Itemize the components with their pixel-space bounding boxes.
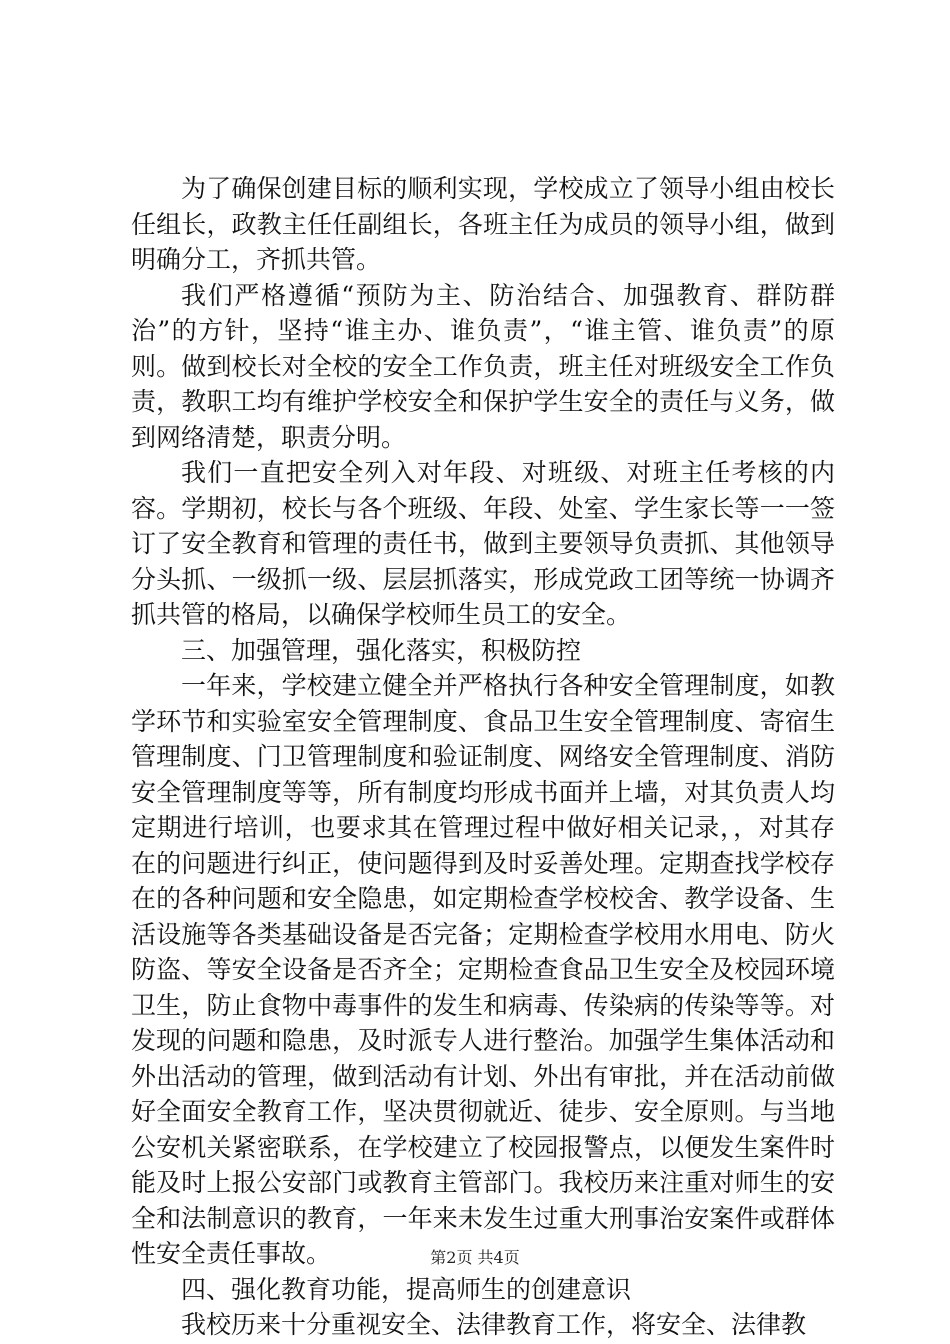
section-heading-management: 三、加强管理，强化落实，积极防控: [181, 635, 582, 665]
paragraph-management-systems: 一年来，学校建立健全并严格执行各种安全管理制度，如教学环节和实验室安全管理制度、食品卫生安全管理制度、寄宿生管理制度、门卫管理制度和验证制度、网络安全管理制度、消防安全管理制度等等，所有制度均形成书面并上墙，对其负责人均定期进行培训，也要求其在管理过程中做好相关记录，，对其存在的问题进行纠正，使问题得到及时妥善处理。定期查找学校存在的各种问题和安全隐患，如定期检查学校校舍、教学设备、生活设施等各类基础设备是否完备；定期检查学校用水用电、防火防盗、等安全设备是否齐全；定期检查食品卫生安全及校园环境卫生，防止食物中毒事件的发生和病毒、传染病的传染等等。对发现的问题和隐患，及时派专人进行整治。加强学生集体活动和外出活动的管理，做到活动有计划、外出有审批，并在活动前做好全面安全教育工作，坚决贯彻就近、徒步、安全原则。与当地公安机关紧密联系，在学校建立了校园报警点，以便发生案件时能及时上报公安部门或教育主管部门。我校历来注重对师生的安全和法制意识的教育，一年来未发生过重大刑事治安案件或群体性安全责任事故。: [131, 671, 835, 1268]
section-heading-education: 四、强化教育功能，提高师生的创建意识: [181, 1274, 632, 1304]
paragraph-leadership-group: 为了确保创建目标的顺利实现，学校成立了领导小组由校长任组长，政教主任任副组长，各班主任为成员的领导小组，做到明确分工，齐抓共管。: [131, 174, 835, 274]
document-body: [131, 171, 835, 1343]
paragraph-prevention-policy: 我们严格遵循“预防为主、防治结合、加强教育、群防群治”的方针，坚持“谁主办、谁负责”，“谁主管、谁负责”的原则。做到校长对全校的安全工作负责，班主任对班级安全工作负责，教职工均有维护学校安全和保护学生安全的责任与义务，做到网络清楚，职责分明。: [131, 280, 835, 452]
page-footer: 第2页 共4页: [430, 1248, 520, 1267]
paragraph-education-start: 我校历来十分重视安全、法律教育工作，将安全、法律教: [181, 1310, 807, 1339]
paragraph-safety-assessment: 我们一直把安全列入对年段、对班级、对班主任考核的内容。学期初，校长与各个班级、年段、处室、学生家长等一一签订了安全教育和管理的责任书，做到主要领导负责抓、其他领导分头抓、一级抓一级、层层抓落实，形成党政工团等统一协调齐抓共管的格局，以确保学校师生员工的安全。: [131, 458, 835, 629]
